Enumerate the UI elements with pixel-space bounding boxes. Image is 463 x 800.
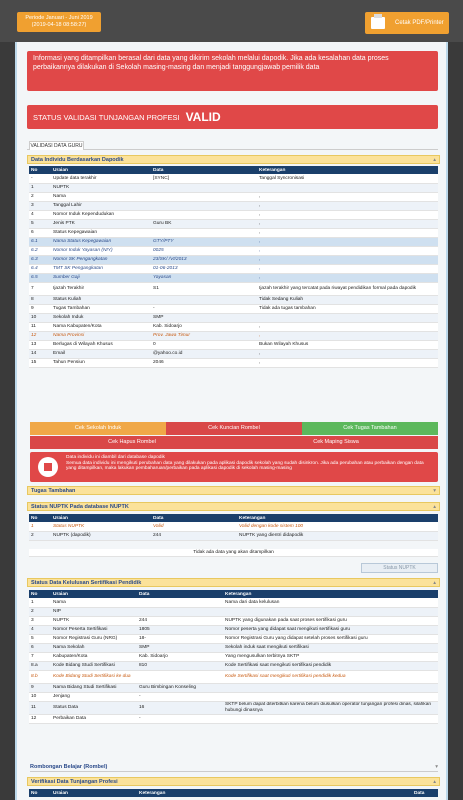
dapodik-alert-line1: Data individu ini diambil dari database dapodik <box>66 455 165 460</box>
table-row <box>29 531 438 540</box>
table-row <box>29 670 438 683</box>
cell-no: 2 <box>29 531 51 540</box>
cek-sekolah-induk-button[interactable]: Cek Sekolah Induk <box>30 422 166 435</box>
col-data: Data <box>151 166 257 174</box>
cell-no: 11 <box>29 701 51 714</box>
cell-ket: Yang mengusulkan terbitnya SKTP <box>223 652 438 661</box>
cell-data: - <box>151 304 257 313</box>
cell-ket: , <box>257 331 438 340</box>
cell-no: 8.b <box>29 670 51 683</box>
cell-uraian: Nomor Peserta Sertifikasi <box>51 625 137 634</box>
table-row <box>29 210 438 219</box>
cell-uraian: Nama Sekolah <box>51 643 137 652</box>
cell-ket: Ijazah terakhir yang tercatat pada riwayat pendidikan formal pada dapodik <box>257 282 438 295</box>
cell-data <box>151 192 257 201</box>
cell-data: SMP <box>137 643 223 652</box>
table-row <box>29 273 438 282</box>
table-row <box>29 643 438 652</box>
cell-no: 6 <box>29 228 51 237</box>
cell-ket: Kode Sertifikasi saat mengikuti sertifikasi pendidik kedua <box>223 670 438 683</box>
print-pdf-label: Cetak PDF/Printer <box>395 20 444 26</box>
table-row <box>29 522 438 531</box>
table-row <box>29 246 438 255</box>
cell-uraian: Tanggal Lahir <box>51 201 151 210</box>
table-header-row <box>29 590 438 598</box>
cell-ket <box>223 683 438 692</box>
cell-uraian: Email <box>51 349 151 358</box>
cell-data <box>137 598 223 607</box>
cell-data: 810 <box>137 661 223 670</box>
cell-no: 1 <box>29 598 51 607</box>
cell-no: 6.2 <box>29 246 51 255</box>
table-row <box>29 634 438 643</box>
cell-uraian: Berlugas di Wilayah Khusus <box>51 340 151 349</box>
cell-data: Guru Bimbingan Konseling <box>137 683 223 692</box>
cell-uraian: Jenis PTK <box>51 219 151 228</box>
check-buttons-row-1 <box>30 422 438 435</box>
cell-uraian: Nama <box>51 598 137 607</box>
cell-data <box>151 210 257 219</box>
cell-no: 10 <box>29 692 51 701</box>
table-row <box>29 201 438 210</box>
cell-no: 1 <box>29 522 51 531</box>
kelulusan-table <box>29 590 438 724</box>
chevron-up-icon[interactable]: ▴ <box>433 157 436 163</box>
chevron-down-icon[interactable]: ▾ <box>433 488 436 494</box>
nuptk-table <box>29 514 438 541</box>
cell-ket: Nomor Registrasi Guru yang didapat setelah proses sertifikasi guru <box>223 634 438 643</box>
cell-no: 15 <box>29 358 51 367</box>
tab-strip <box>27 141 438 150</box>
table-row <box>29 322 438 331</box>
cell-data <box>137 670 223 683</box>
cell-no: 9 <box>29 683 51 692</box>
cell-ket: Tanggal Syncronisasi <box>257 174 438 183</box>
cell-uraian: Sumber Gaji <box>51 273 151 282</box>
cell-no: 5 <box>29 219 51 228</box>
cell-uraian: Status Data <box>51 701 137 714</box>
megaphone-icon <box>38 457 58 477</box>
cell-uraian: Perbaikan Data <box>51 714 137 723</box>
col-keterangan: Keterangan <box>137 789 412 797</box>
table-row <box>29 183 438 192</box>
cell-data: 244 <box>151 531 237 540</box>
table-row <box>29 714 438 723</box>
cek-maping-siswa-button[interactable]: Cek Maping Siswa <box>234 436 438 449</box>
cell-uraian: NUPTK (dapodik) <box>51 531 151 540</box>
section-tugas-tambahan[interactable] <box>27 486 440 495</box>
cell-ket: , <box>257 237 438 246</box>
cell-ket: Bukan Wilayah Khusus <box>257 340 438 349</box>
cell-ket: , <box>257 210 438 219</box>
cell-data: 01-06-2013 <box>151 264 257 273</box>
cell-no: 6.5 <box>29 273 51 282</box>
section-kelulusan-sertifikasi[interactable] <box>27 578 440 587</box>
cell-no: 2 <box>29 607 51 616</box>
cell-uraian: Nama Status Kepegawaian <box>51 237 151 246</box>
cell-data: 23/SK/ /VI/2013 <box>151 255 257 264</box>
cell-data: - <box>137 692 223 701</box>
cell-data: Kab. Sidoarjo <box>151 322 257 331</box>
cell-ket: Tidak Sedang Kuliah <box>257 295 438 304</box>
cell-ket: Nama dari data kelulusan <box>223 598 438 607</box>
cell-no: 9 <box>29 304 51 313</box>
table-row <box>29 282 438 295</box>
section-rombel[interactable] <box>30 762 438 772</box>
col-data: Data <box>151 514 237 522</box>
cell-uraian: Nomor SK Pengangkatan <box>51 255 151 264</box>
section-verifikasi-tunjangan[interactable] <box>27 777 440 786</box>
cell-uraian: Kode Bidang Studi Sertifikasi <box>51 661 137 670</box>
cell-no: 10 <box>29 313 51 322</box>
cell-data: @yahoo.co.id <box>151 349 257 358</box>
cell-no: 4 <box>29 210 51 219</box>
cell-uraian: Nama <box>51 192 151 201</box>
cell-no: 5 <box>29 634 51 643</box>
cell-ket: SKTP belum dapat diterbitkan karena belum diusulkan operator tunjangan profesi dinas, silahkan hubungi dinasnya <box>223 701 438 714</box>
cell-ket <box>223 692 438 701</box>
table-row <box>29 683 438 692</box>
cell-data: GTY/PTY <box>151 237 257 246</box>
printer-icon <box>371 17 385 29</box>
cell-no: 8.a <box>29 661 51 670</box>
cell-ket <box>257 313 438 322</box>
cell-uraian: Tahun Pensiun <box>51 358 151 367</box>
cek-tugas-tambahan-button[interactable]: Cek Tugas Tambahan <box>302 422 438 435</box>
chevron-up-icon[interactable]: ▴ <box>433 580 436 586</box>
cell-uraian: Status Kuliah <box>51 295 151 304</box>
cell-data <box>137 607 223 616</box>
cell-data: 2046 <box>151 358 257 367</box>
period-timestamp: (2019-04-18 08:58:27) <box>31 22 87 28</box>
table-header-row <box>29 514 438 522</box>
table-row <box>29 692 438 701</box>
table-row <box>29 625 438 634</box>
cell-ket: , <box>257 273 438 282</box>
cell-data: 1805 <box>137 625 223 634</box>
cell-no: 6.3 <box>29 255 51 264</box>
col-keterangan: Keterangan <box>223 590 438 598</box>
cell-ket: NUPTK yang dientri didapodik <box>237 531 438 540</box>
table-row <box>29 661 438 670</box>
cell-ket: , <box>257 255 438 264</box>
cell-uraian: Sekolah Induk <box>51 313 151 322</box>
col-uraian: Uraian <box>51 514 151 522</box>
table-row <box>29 219 438 228</box>
section-title: Data Individu Berdasarkan Dapodik <box>31 157 124 163</box>
col-no: No <box>29 789 51 797</box>
validation-status-value: VALID <box>185 110 221 124</box>
dapodik-alert-line2: Semua data individu ini mengikuti perubahan data yang dilakukan pada aplikasi dapodik sekolah yang sudah disinkron. Jika ada perubahan atau perbaikan dengan data yang ditampilkan, maka lakukan pembaharuan/perbaikan pada aplikasi dapodik di sekolah masing-masing <box>66 460 424 471</box>
cell-uraian: Nomor Induk Yayasan (NIY) <box>51 246 151 255</box>
period-label: Periode Januari - Juni 2019 <box>25 15 93 21</box>
cell-no: 8 <box>29 295 51 304</box>
table-row <box>29 607 438 616</box>
info-alert: Informasi yang ditampilkan berasal dari data yang dikirim sekolah melalui dapodik. Jika ada kesalahan data proses perbaikannya dilakukan di Sekolah masing-masing dan menjadi tanggungjawab pemilik data <box>27 51 438 91</box>
section-title: Tugas Tambahan <box>31 488 76 494</box>
check-buttons-row-2 <box>30 436 438 449</box>
col-uraian: Uraian <box>51 590 137 598</box>
cell-ket: Kode Sertifikasi saat mengikuti sertifikasi pendidik <box>223 661 438 670</box>
table-row <box>29 701 438 714</box>
section-title: Status NUPTK Pada database NUPTK <box>31 504 129 510</box>
cell-ket: NUPTK yang digunakan pada saat proses sertifikasi guru <box>223 616 438 625</box>
col-keterangan: Keterangan <box>257 166 438 174</box>
cell-no: 3 <box>29 616 51 625</box>
table-row <box>29 228 438 237</box>
tab-validasi-data-guru[interactable]: VALIDASI DATA GURU <box>30 143 83 149</box>
cell-uraian: TMT SK Pengangkatan <box>51 264 151 273</box>
period-badge <box>17 12 101 32</box>
cell-uraian: NUPTK <box>51 183 151 192</box>
cell-ket: Nomor peserta yang didapat saat mengikuti sertifikasi guru <box>223 625 438 634</box>
cell-data <box>151 183 257 192</box>
table-row <box>29 192 438 201</box>
cell-no: 4 <box>29 625 51 634</box>
cell-no: 11 <box>29 322 51 331</box>
cell-ket <box>257 183 438 192</box>
cell-no: 7 <box>29 652 51 661</box>
top-bar <box>0 0 463 42</box>
cell-data: - <box>137 714 223 723</box>
status-nuptk-button[interactable]: Status NUPTK <box>361 563 438 573</box>
cell-data: 18- <box>137 634 223 643</box>
cell-ket: , <box>257 349 438 358</box>
cell-data: [SYNC] <box>151 174 257 183</box>
cell-uraian: Jenjang <box>51 692 137 701</box>
col-no: No <box>29 166 51 174</box>
cell-ket: Sekolah induk saat mengikuti sertifikasi <box>223 643 438 652</box>
cell-ket: , <box>257 228 438 237</box>
section-title: Status Data Kelulusan Sertifikasi Pendidik <box>31 580 142 586</box>
cell-ket: , <box>257 192 438 201</box>
content-page <box>15 42 448 800</box>
cell-uraian: Nama Provinsi <box>51 331 151 340</box>
validation-status-alert <box>27 105 438 129</box>
cell-uraian: Nama Kabupaten/Kota <box>51 322 151 331</box>
cell-data <box>151 228 257 237</box>
cell-no: 12 <box>29 714 51 723</box>
cell-no: 6.1 <box>29 237 51 246</box>
cell-uraian: NIP <box>51 607 137 616</box>
cek-kuncian-rombel-button[interactable]: Cek Kuncian Rombel <box>166 422 302 435</box>
table-row <box>29 652 438 661</box>
section-status-nuptk[interactable] <box>27 502 440 511</box>
cell-data: S1 <box>151 282 257 295</box>
cell-data: 16 <box>137 701 223 714</box>
individu-table <box>29 166 438 368</box>
cell-data: 0 <box>151 340 257 349</box>
verifikasi-table <box>29 789 438 797</box>
cell-uraian: Nomor Registrasi Guru (NRG) <box>51 634 137 643</box>
cell-no: 2 <box>29 192 51 201</box>
cell-no: 6.4 <box>29 264 51 273</box>
cell-uraian: Ijazah Terakhir <box>51 282 151 295</box>
table-header-row <box>29 789 438 797</box>
chevron-up-icon[interactable]: ▴ <box>433 504 436 510</box>
chevron-up-icon[interactable]: ▴ <box>433 779 436 785</box>
table-row <box>29 358 438 367</box>
cell-data <box>151 295 257 304</box>
table-row <box>29 331 438 340</box>
validation-status-label: STATUS VALIDASI TUNJANGAN PROFESI <box>33 112 180 122</box>
col-no: No <box>29 514 51 522</box>
cell-data: Valid <box>151 522 237 531</box>
cell-no: 12 <box>29 331 51 340</box>
cell-data: Guru BK <box>151 219 257 228</box>
nuptk-empty-note: Tidak ada data yang akan ditampilkan <box>29 549 438 557</box>
chevron-down-icon[interactable]: ▾ <box>435 764 438 770</box>
cell-data: 0025 <box>151 246 257 255</box>
cell-uraian: Nomor Induk Kependudukan <box>51 210 151 219</box>
cell-uraian: Kabupaten/Kota <box>51 652 137 661</box>
table-row <box>29 237 438 246</box>
table-row <box>29 313 438 322</box>
cell-uraian: Nama Bidang Studi Sertifikasi <box>51 683 137 692</box>
table-row <box>29 295 438 304</box>
cell-uraian: Status NUPTK <box>51 522 151 531</box>
section-title: Rombongan Belajar (Rombel) <box>30 764 108 770</box>
section-title: Verifikasi Data Tunjangan Profesi <box>31 779 118 785</box>
cell-no: 14 <box>29 349 51 358</box>
cell-ket: , <box>257 246 438 255</box>
col-uraian: Uraian <box>51 789 137 797</box>
cell-no: 3 <box>29 201 51 210</box>
cell-ket <box>223 714 438 723</box>
table-row <box>29 264 438 273</box>
cell-data: Prov. Jawa Timur <box>151 331 257 340</box>
cell-ket: , <box>257 358 438 367</box>
table-row <box>29 616 438 625</box>
table-header-row <box>29 166 438 174</box>
cell-no: 1 <box>29 183 51 192</box>
cell-uraian: NUPTK <box>51 616 137 625</box>
table-row <box>29 304 438 313</box>
col-data: Data <box>137 590 223 598</box>
cell-ket: , <box>257 219 438 228</box>
cell-data: SMP <box>151 313 257 322</box>
table-row <box>29 349 438 358</box>
cell-data: 244 <box>137 616 223 625</box>
cell-no: 6 <box>29 643 51 652</box>
col-uraian: Uraian <box>51 166 151 174</box>
table-row <box>29 598 438 607</box>
cell-ket: , <box>257 322 438 331</box>
cell-uraian: Update data terakhir <box>51 174 151 183</box>
cell-uraian: Tugas Tambahan <box>51 304 151 313</box>
cell-ket: , <box>257 201 438 210</box>
cell-data: Yayasan <box>151 273 257 282</box>
section-data-individu[interactable] <box>27 155 440 164</box>
cell-no: - <box>29 174 51 183</box>
table-row <box>29 174 438 183</box>
cell-ket <box>223 607 438 616</box>
col-no: No <box>29 590 51 598</box>
cell-data <box>151 201 257 210</box>
cell-uraian: Status Kepegawaian <box>51 228 151 237</box>
print-pdf-button[interactable] <box>365 12 449 34</box>
cell-uraian: Kode Bidang Studi Sertifikasi ke dua <box>51 670 137 683</box>
cell-ket: Valid dengan kode sistem 100 <box>237 522 438 531</box>
cell-ket: , <box>257 264 438 273</box>
table-row <box>29 340 438 349</box>
cell-ket: Tidak ada tugas tambahan <box>257 304 438 313</box>
col-keterangan: Keterangan <box>237 514 438 522</box>
cell-no: 13 <box>29 340 51 349</box>
cell-no: 7 <box>29 282 51 295</box>
table-row <box>29 255 438 264</box>
dapodik-source-alert <box>30 452 438 482</box>
cek-hapus-rombel-button[interactable]: Cek Hapus Rombel <box>30 436 234 449</box>
col-data: Data <box>412 789 438 797</box>
cell-data: Kab. Sidoarjo <box>137 652 223 661</box>
